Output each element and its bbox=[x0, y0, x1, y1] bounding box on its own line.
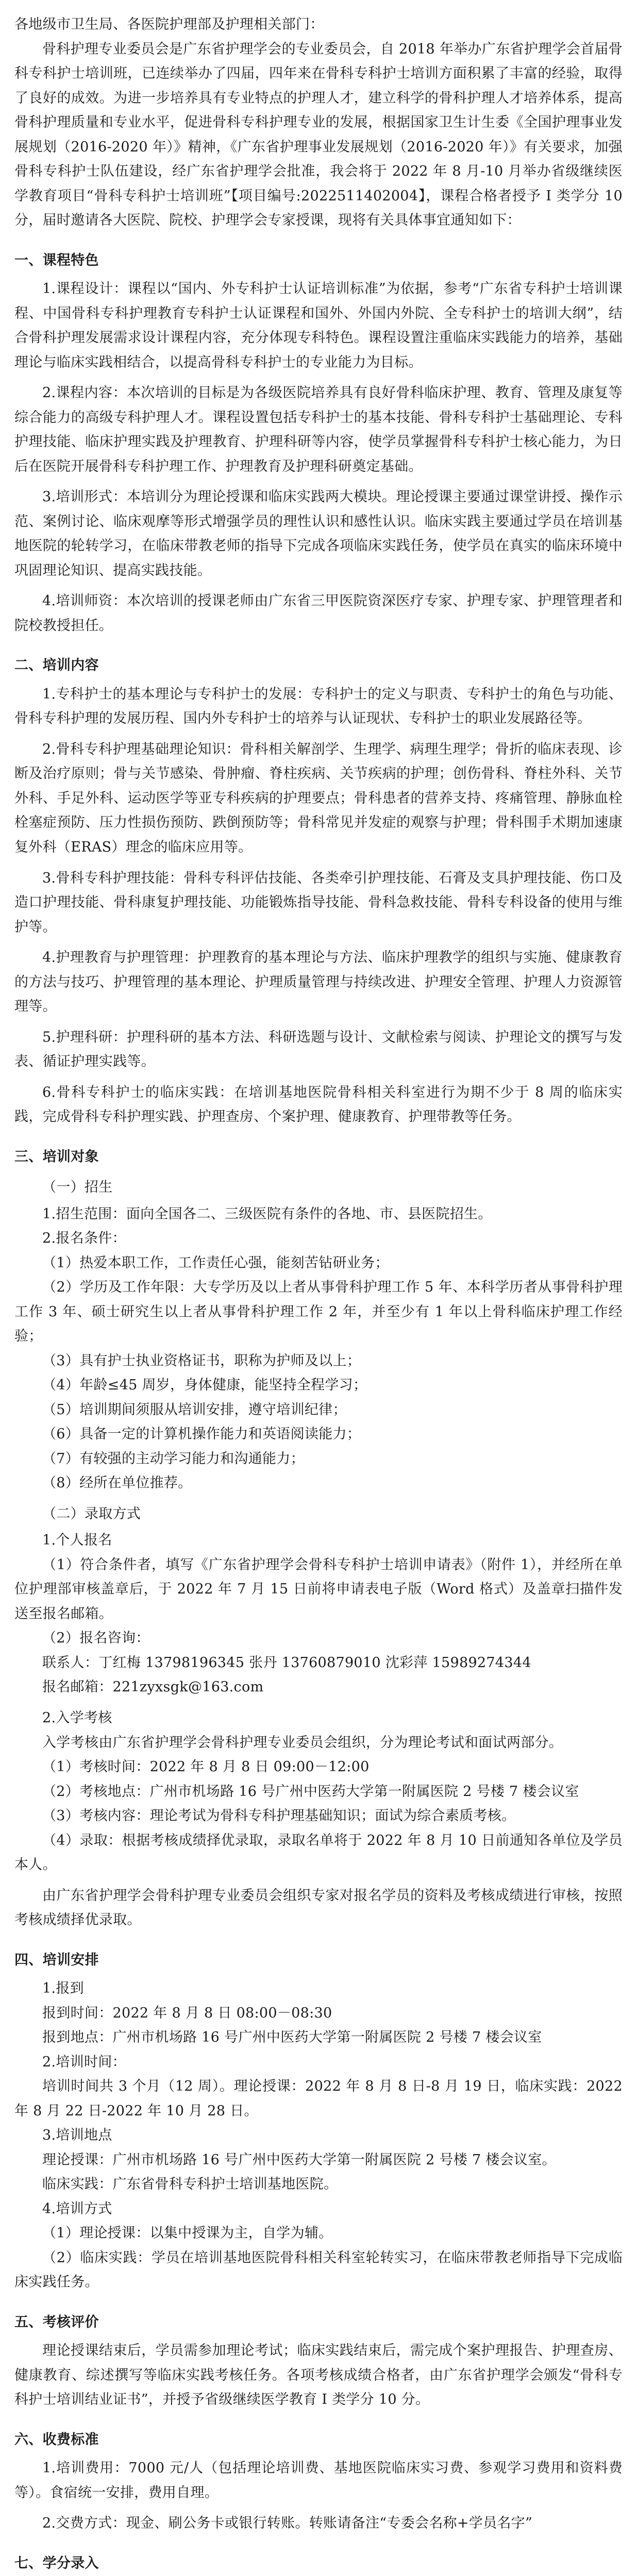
recruit-line-10: （8）经所在单位推荐。 bbox=[42, 1475, 192, 1492]
subsection-enroll: （二）录取方式 bbox=[42, 1505, 141, 1522]
content-item-6: 6.骨科专科护士的临床实践：在培训基地医院骨科相关科室进行为期不少于 8 周的临床实践，完成骨科专科护理实践、护理查房、个案护理、健康教育、护理带教等任务。 bbox=[14, 1084, 623, 1125]
fees-line-1: 1.培训费用：7000 元/人（包括理论培训费、基地医院临床实习费、参观学习费用和资料费等）。食宿统一安排，费用自理。 bbox=[14, 2460, 623, 2501]
schedule-line-6: 3.培训地点 bbox=[42, 2127, 112, 2144]
section-title-credits: 七、学分录入 bbox=[14, 2555, 99, 2571]
subsection-recruit: （一）招生 bbox=[42, 1179, 113, 1196]
recruit-line-8: （6）具备一定的计算机操作能力和英语阅读能力； bbox=[42, 1426, 361, 1443]
enroll-line-9: （2）考核地点：广州市机场路 16 号广州中医药大学第一附属医院 2 号楼 7 楼会议室 bbox=[42, 1783, 579, 1800]
recruit-line-9: （7）有较强的主动学习能力和沟通能力； bbox=[42, 1450, 305, 1467]
recruit-line-4: （2）学历及工作年限：大专学历及以上者从事骨科护理工作 5 年、本科学历者从事骨科护理工作 3 年、硕士研究生以上者从事骨科护理工作 2 年，并至少有 1 年以上骨科临床护理工作经验； bbox=[14, 1279, 623, 1345]
assessment-paragraph: 理论授课结束后，学员需参加理论考试；临床实践结束后，需完成个案护理报告、护理查房、健康教育、综述撰写等临床实践考核任务。各项考核成绩合格者，由广东省护理学会颁发“骨科专科护士培训结业证书”，并授予省级继续医学教育 I 类学分 10 分。 bbox=[14, 2343, 623, 2408]
schedule-line-11: （2）临床实践：学员在培训基地医院骨科相关科室轮转实习，在临床带教老师指导下完成临床实践任务。 bbox=[14, 2249, 623, 2291]
section-title-fees: 六、收费标准 bbox=[14, 2431, 99, 2448]
recruit-line-2: 2.报名条件： bbox=[42, 1230, 126, 1247]
recruit-line-1: 1.招生范围：面向全国各二、三级医院有条件的各地、市、县医院招生。 bbox=[42, 1206, 492, 1222]
section-title-assessment: 五、考核评价 bbox=[14, 2314, 99, 2330]
admission-note: 由广东省护理学会骨科护理专业委员会组织专家对报名学员的资料及考核成绩进行审核，按照考核成绩择优录取。 bbox=[14, 1887, 623, 1928]
enroll-line-11: （4）录取：根据考核成绩择优录取，录取名单将于 2022 年 8 月 10 日前通知各单位及学员本人。 bbox=[14, 1832, 623, 1873]
schedule-line-9: 4.培训方式 bbox=[42, 2200, 112, 2217]
document-body bbox=[14, 12, 623, 2576]
recruit-line-5: （3）具有护士执业资格证书，职称为护师及以上； bbox=[42, 1352, 361, 1369]
schedule-line-7: 理论授课：广州市机场路 16 号广州中医药大学第一附属医院 2 号楼 7 楼会议室。 bbox=[42, 2151, 556, 2168]
fees-line-2: 2.交费方式：现金、刷公务卡或银行转账。转账请备注“专委会名称+学员名字” bbox=[42, 2515, 533, 2532]
enroll-email[interactable]: 报名邮箱：221zyxsgk@163.com bbox=[42, 1679, 264, 1696]
enroll-line-8: （1）考核时间：2022 年 8 月 8 日 09:00－12:00 bbox=[42, 1759, 370, 1775]
schedule-line-1: 1.报到 bbox=[42, 1980, 84, 1997]
salutation: 各地级市卫生局、各医院护理部及护理相关部门： bbox=[14, 16, 324, 32]
enroll-line-2: （1）符合条件者，填写《广东省护理学会骨科专科护士培训申请表》（附件 1），并经所在单位护理部审核盖章后，于 2022 年 7 月 15 日前将申请表电子版（Word 格式）及盖章扫描件发送至报名邮箱。 bbox=[14, 1556, 623, 1622]
course-item-3: 3.培训形式：本培训分为理论授课和临床实践两大模块。理论授课主要通过课堂讲授、操作示范、案例讨论、临床观摩等形式增强学员的理性认识和感性认识。临床实践主要通过学员在培训基地医院的轮转学习，在临床带教老师的指导下完成各项临床实践任务，使学员在真实的临床环境中巩固理论知识、提高实践技能。 bbox=[14, 489, 623, 579]
content-item-5: 5.护理科研：护理科研的基本方法、科研选题与设计、文献检索与阅读、护理论文的撰写与发表、循证护理实践等。 bbox=[14, 1029, 623, 1070]
recruit-line-7: （5）培训期间须服从培训安排，遵守培训纪律； bbox=[42, 1401, 347, 1418]
schedule-line-2: 报到时间：2022 年 8 月 8 日 08:00－08:30 bbox=[42, 2005, 332, 2021]
enroll-line-3: （2）报名咨询： bbox=[42, 1630, 150, 1647]
enroll-line-10: （3）考核内容：理论考试为骨科专科护理基础知识；面试为综合素质考核。 bbox=[42, 1808, 516, 1824]
section-title-schedule: 四、培训安排 bbox=[14, 1952, 99, 1968]
schedule-line-8: 临床实践：广东省骨科专科护士培训基地医院。 bbox=[42, 2176, 338, 2193]
section-title-course-features: 一、课程特色 bbox=[14, 252, 99, 268]
enroll-contacts: 联系人：丁红梅 13798196345 张丹 13760879010 沈彩萍 15989274344 bbox=[42, 1654, 531, 1671]
content-item-3: 3.骨科专科护理技能：骨科专科评估技能、各类牵引护理技能、石膏及支具护理技能、伤口及造口护理技能、骨科康复护理技能、功能锻炼指导技能、骨科急救技能、骨科专科设备的使用与维护等。 bbox=[14, 870, 623, 935]
course-item-4: 4.培训师资：本次培训的授课老师由广东省三甲医院资深医疗专家、护理专家、护理管理者和院校教授担任。 bbox=[14, 593, 623, 634]
content-item-4: 4.护理教育与护理管理：护理教育的基本理论与方法、临床护理教学的组织与实施、健康教育的方法与技巧、护理管理的基本理论、护理质量管理与持续改进、护理安全管理、护理人力资源管理等。 bbox=[14, 950, 623, 1015]
schedule-line-3: 报到地点：广州市机场路 16 号广州中医药大学第一附属医院 2 号楼 7 楼会议室 bbox=[42, 2029, 542, 2046]
schedule-line-10: （1）理论授课：以集中授课为主，自学为辅。 bbox=[42, 2225, 333, 2242]
section-title-trainees: 三、培训对象 bbox=[14, 1148, 99, 1165]
course-item-1: 1.课程设计：课程以“国内、外专科护士认证培训标准”为依据，参考“广东省专科护士培训课程、中国骨科专科护理教育专科护士认证课程和国外、外国内外院、全专科护士的培训大纲”，结合骨科护理发展需求设计课程内容，充分体现专科特色。课程设置注重临床实践能力的培养，基础理论与临床实践相结合，以提高骨科专科护士的专业能力为目标。 bbox=[14, 281, 623, 370]
intro-paragraph: 骨科护理专业委员会是广东省护理学会的专业委员会，自 2018 年举办广东省护理学会首届骨科专科护士培训班，已连续举办了四届，四年来在骨科专科护士培训方面积累了丰富的经验，取得了良好的成效。为进一步培养具有专业特点的护理人才，建立科学的骨科护理人才培养体系，提高骨科护理质量和专业水平，促进骨科专科护理专业的发展，根据国家卫生计生委《全国护理事业发展规划（2016-2020 年）》精神，《广东省护理事业发展规划（2016-2020 年）》有关要求，加强骨科专科护士队伍建设，经广东省护理学会批准，我会将于 2022 年 8 月-10 月举办省级继续医学教育项目“骨科专科护士培训班”【项目编号:2022511402004】，课程合格者授予 I 类学分 10 分，届时邀请各大医院、院校、护理学会专家授课，现将有关具体事宜通知如下： bbox=[14, 41, 623, 229]
course-item-2: 2.课程内容：本次培训的目标是为各级医院培养具有良好骨科临床护理、教育、管理及康复等综合能力的高级专科护理人才。课程设置包括专科护士的基本技能、骨科专科护士基础理论、专科护理技能、临床护理实践及护理教育、护理科研等内容，使学员掌握骨科专科护士核心能力，为日后在医院开展骨科专科护理工作、护理教育及护理科研奠定基础。 bbox=[14, 385, 623, 474]
enroll-line-7: 入学考核由广东省护理学会骨科护理专业委员会组织，分为理论考试和面试两部分。 bbox=[42, 1734, 563, 1751]
schedule-line-5: 培训时间共 3 个月（12 周）。理论授课：2022 年 8 月 8 日-8 月 19 日，临床实践：2022 年 8 月 22 日-2022 年 10 月 28 日。 bbox=[14, 2078, 623, 2119]
content-item-1: 1.专科护士的基本理论与专科护士的发展：专科护士的定义与职责、专科护士的角色与功能、骨科专科护理的发展历程、国内外专科护士的培养与认证现状、专科护士的职业发展路径等。 bbox=[14, 686, 623, 727]
content-item-2: 2.骨科专科护理基础理论知识：骨科相关解剖学、生理学、病理生理学；骨折的临床表现、诊断及治疗原则；骨与关节感染、骨肿瘤、脊柱疾病、关节疾病的护理；创伤骨科、脊柱外科、关节外科、手足外科、运动医学等亚专科疾病的护理要点；骨科患者的营养支持、疼痛管理、静脉血栓栓塞症预防、压力性损伤预防、跌倒预防等；骨科常见并发症的观察与护理；骨科围手术期加速康复外科（ERAS）理念的临床应用等。 bbox=[14, 741, 623, 855]
section-title-training-content: 二、培训内容 bbox=[14, 657, 99, 674]
enroll-line-1: 1.个人报名 bbox=[42, 1532, 112, 1549]
recruit-line-6: （4）年龄≤45 周岁，身体健康，能坚持全程学习； bbox=[42, 1377, 367, 1394]
recruit-line-3: （1）热爱本职工作，工作责任心强，能刻苦钻研业务； bbox=[42, 1255, 389, 1271]
schedule-line-4: 2.培训时间： bbox=[42, 2054, 126, 2070]
enroll-line-6: 2.入学考核 bbox=[42, 1710, 112, 1726]
